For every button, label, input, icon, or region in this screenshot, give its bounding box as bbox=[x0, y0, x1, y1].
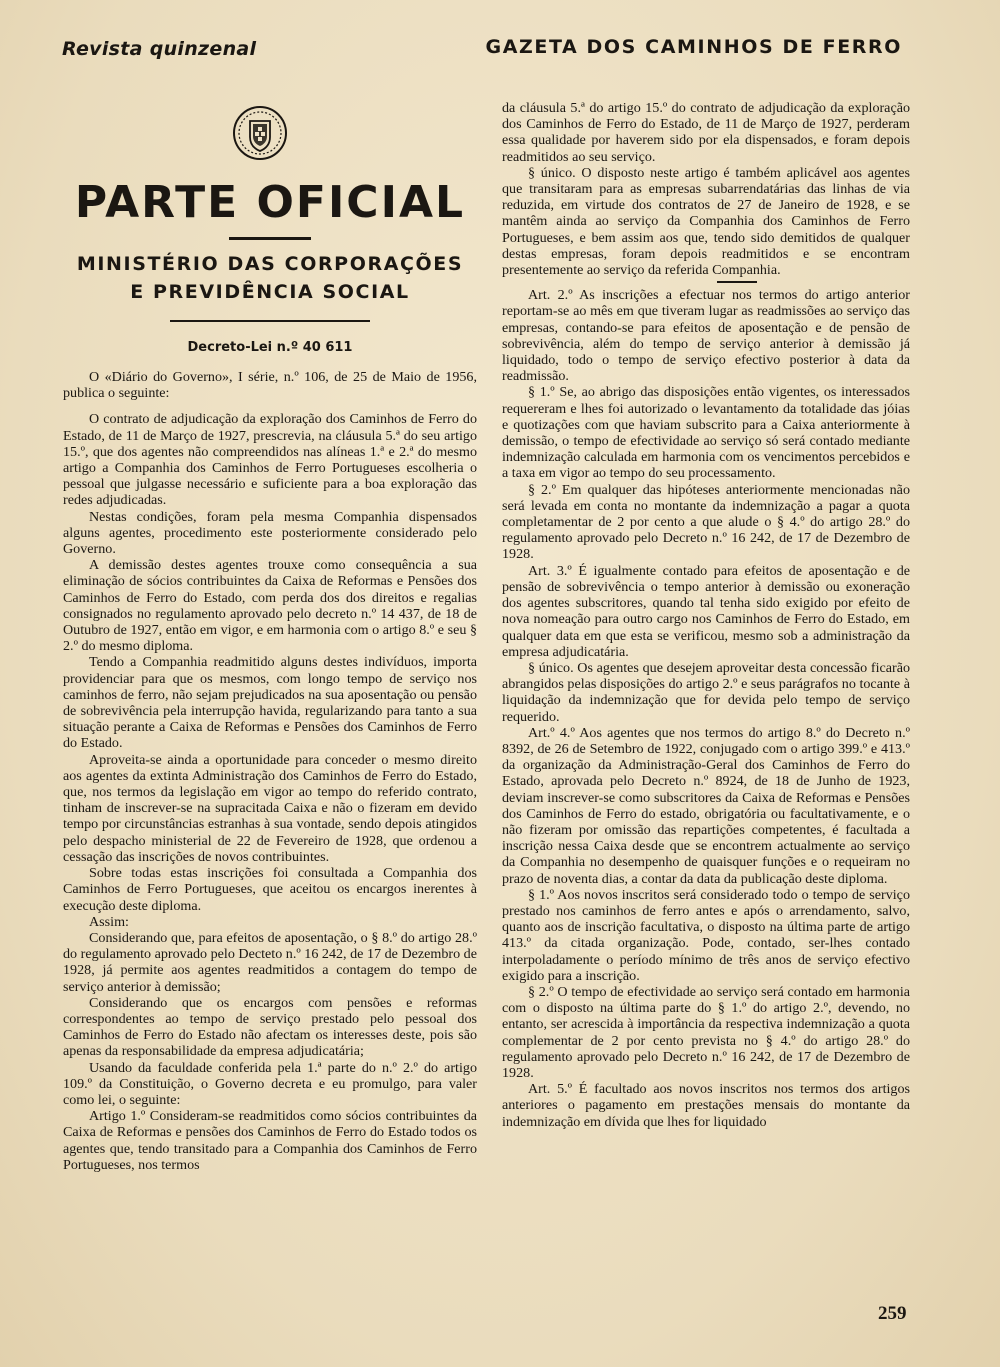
paragraph: Tendo a Companhia readmitido alguns destes indivíduos, importa providenciar para que os mesmos, com longo tempo de serviço nos caminhos de ferro, não sejam prejudicados na sua aposentação ou pensão de sobrevivência pela interrupção havida, regularizando para tanto a sua situação perante a Caixa de Reformas e Pensões dos Caminhos de Ferro do Estado. bbox=[63, 654, 477, 752]
right-column bbox=[502, 100, 910, 1130]
page-number: 259 bbox=[878, 1303, 907, 1324]
decree-heading: Decreto-Lei n.º 40 611 bbox=[187, 340, 353, 355]
ministry-line-1: MINISTÉRIO DAS CORPORAÇÕES bbox=[76, 253, 464, 275]
running-header-right: GAZETA DOS CAMINHOS DE FERRO bbox=[485, 36, 902, 58]
paragraph: O contrato de adjudicação da exploração dos Caminhos de Ferro do Estado, de 11 de Março de 1927, prescrevia, na cláusula 5.ª do seu artigo 15.º, que dos agentes não compreendidos nas alíneas 1.ª e 2.ª do mesmo artigo a Companhia dos Caminhos de Ferro Portugueses escolheria o pessoal que julgasse necessário e suficiente para a boa exploração das redes adjudicadas. bbox=[63, 411, 477, 509]
paragraph: Art. 2.º As inscrições a efectuar nos termos do artigo anterior reportam-se ao mês em que tiveram lugar as readmissões ao serviço das empresas, contando-se para efeitos de aposentação e de pensão de sobrevivência, além do tempo de serviço anterior à demissão já liquidado, todo o tempo de serviço efectivo posterior à data da readmissão. bbox=[502, 287, 910, 385]
paragraph: da cláusula 5.ª do artigo 15.º do contrato de adjudicação da exploração dos Caminhos de Ferro do Estado, de 11 de Março de 1927, perderam essa qualidade por haverem sido por ela dispensados, e foram depois readmitidos ao seu serviço. bbox=[502, 100, 910, 165]
paragraph: § único. Os agentes que desejem aproveitar desta concessão ficarão abrangidos pelas disposições do artigo 2.º e seus parágrafos no tocante à liquidação da indemnização que for devida pelo tempo de serviço requerido. bbox=[502, 659, 910, 725]
ministry-rule bbox=[170, 320, 370, 322]
paragraph: A demissão destes agentes trouxe como consequência a sua eliminação de sócios contribuintes da Caixa de Reformas e Pensões dos Caminhos de Ferro do Estado, com perda dos dos direitos e regalias consignados no regulamento aprovado pelo decreto n.º 14 437, de 18 de Outubro de 1927, então em vigor, e em harmonia com o artigo 8.º e seu § 2.º do mesmo diploma. bbox=[63, 557, 477, 655]
paragraph: Nestas condições, foram pela mesma Companhia dispensados alguns agentes, procedimento este posteriormente considerado pelo Governo. bbox=[63, 508, 477, 558]
paragraph: § único. O disposto neste artigo é também aplicável aos agentes que transitaram para as empresas subarrendatárias das linhas de via reduzida, em virtude dos contratos de 27 de Janeiro de 1928, e se mantêm ainda ao serviço da Companhia dos Caminhos de Ferro Portugueses, e bem assim aos que, tendo sido demitidos de qualquer destas empresas, foram depois readmitidos e se encontram presentemente ao serviço da referida Companhia. bbox=[502, 164, 910, 279]
paragraph: § 2.º Em qualquer das hipóteses anteriormente mencionadas não será levada em conta no montante da indemnização a pagar a quota completamentar de 2 por cento a que alude o § 4.º do artigo 28.º do regulamento aprovado pelo Decreto n.º 16 242, de 17 de Dezembro de 1928. bbox=[502, 481, 910, 563]
paragraph: § 2.º O tempo de efectividade ao serviço será contado em harmonia com o disposto na última parte do § 1.º do artigo 2.º, devendo, no entanto, ser acrescida à importância da respectiva indemnização a quota complementar de 2 por cento prevista no § 4.º do artigo 28.º do regulamento aprovado pelo Decreto n.º 16 242, de 17 de Dezembro de 1928. bbox=[502, 983, 910, 1081]
paragraph: Assim: bbox=[89, 913, 129, 930]
section-title: PARTE OFICIAL bbox=[74, 177, 466, 228]
paragraph: Considerando que, para efeitos de aposentação, o § 8.º do artigo 28.º do regulamento aprovado pelo Decteto n.º 16 242, de 17 de Dezembro de 1928, já permite aos agentes readmitidos a contagem do tempo de serviço anterior à demissão; bbox=[63, 929, 477, 995]
paragraph: Art. 5.º É facultado aos novos inscritos nos termos dos artigos anteriores o pagamento em prestações mensais do montante da indemnização em dívida que lhes for liquidado bbox=[502, 1081, 910, 1130]
paragraph: O «Diário do Governo», I série, n.º 106, de 25 de Maio de 1956, publica o seguinte: bbox=[63, 369, 477, 402]
paragraph: Considerando que os encargos com pensões e reformas correspondentes ao tempo de serviço prestado pelo pessoal dos Caminhos de Ferro do Estado não afectam os interesses deste, pois são apenas da responsabilidade da empresa adjudicatária; bbox=[63, 994, 477, 1060]
paragraph: Aproveita-se ainda a oportunidade para conceder o mesmo direito aos agentes da extinta Administração dos Caminhos de Ferro do Estado, que, nos termos da legislação em vigor ao tempo do referido contrato, tinham de inscrever-se na supracitada Caixa e não o fizeram em devido tempo por circunstâncias estranhas à sua vontade, sendo depois atingidos pelo despacho ministerial de 22 de Fevereiro de 1928, que ordenou a cessação das inscrições de novos contribuintes. bbox=[63, 751, 477, 865]
article-rule bbox=[717, 281, 757, 283]
coat-of-arms-emblem bbox=[232, 105, 288, 161]
left-column bbox=[63, 175, 477, 1173]
paragraph: Art. 3.º É igualmente contado para efeitos de aposentação e de pensão de sobrevivência o tempo anterior à demissão ou exoneração dos agentes subscritores, quando tal tenha sido exigido por efeito de nova nomeação para outro cargo nos Caminhos de Ferro do Estado, em qualquer data em que esta se verificou, mesmo sob a administração da empresa adjudicatária. bbox=[502, 562, 910, 660]
title-rule bbox=[229, 237, 311, 240]
paragraph: Artigo 1.º Consideram-se readmitidos como sócios contribuintes da Caixa de Reformas e pensões dos Caminhos de Ferro do Estado todos os agentes que, tendo transitado para a Companhia dos Caminhos de Ferro Portugueses, nos termos bbox=[63, 1108, 477, 1173]
paragraph: Usando da faculdade conferida pela 1.ª parte do n.º 2.º do artigo 109.º da Constituição, o Governo decreta e eu promulgo, para valer como lei, o seguinte: bbox=[63, 1059, 477, 1108]
paragraph: Art.º 4.º Aos agentes que nos termos do artigo 8.º do Decreto n.º 8392, de 26 de Setembro de 1922, conjugado com o artigo 399.º e 413.º da organização da Administração-Geral dos Caminhos de Ferro do Estado, aprovada pelo Decreto n.º 8924, de 18 de Junho de 1923, deviam inscrever-se como subscritores da Caixa de Reformas e Pensões dos Caminhos de Ferro do estado, obrigatória ou facultativamente, e o não fizeram por omissão das repartições competentes, é facultada a inscrição nessa Caixa desde que se encontrem actualmente ao serviço da Companhia no desempenho de quaisquer funções e o requeiram no prazo de noventa dias, a contar da data da publicação deste diploma. bbox=[502, 724, 910, 887]
paragraph: § 1.º Aos novos inscritos será considerado todo o tempo de serviço prestado nos caminhos de ferro antes e após o arrendamento, salvo, quanto aos de inscrição facultativa, o disposto na última parte de artigo 413.º da citada organização. Pode, contado, ser-lhes contado interpoladamente o período mínimo de três anos de serviço efectivo exigido para a inscrição. bbox=[502, 886, 910, 984]
paragraph: Sobre todas estas inscrições foi consultada a Companhia dos Caminhos de Ferro Portugueses, que aceitou os encargos inerentes à execução deste diploma. bbox=[63, 865, 477, 914]
paragraph: § 1.º Se, ao abrigo das disposições então vigentes, os interessados requereram e lhes foi autorizado o levantamento da totalidade das jóias e quotizações com que haviam subscrito para a Caixa anteriormente à demissão, o tempo de efectividade ao serviço só será contado mediante indemnização calculada em harmonia com os vencimentos percebidos e a taxa em vigor ao tempo do seu processamento. bbox=[502, 384, 910, 482]
ministry-line-2: E PREVIDÊNCIA SOCIAL bbox=[130, 281, 410, 303]
running-header-left: Revista quinzenal bbox=[62, 38, 257, 60]
